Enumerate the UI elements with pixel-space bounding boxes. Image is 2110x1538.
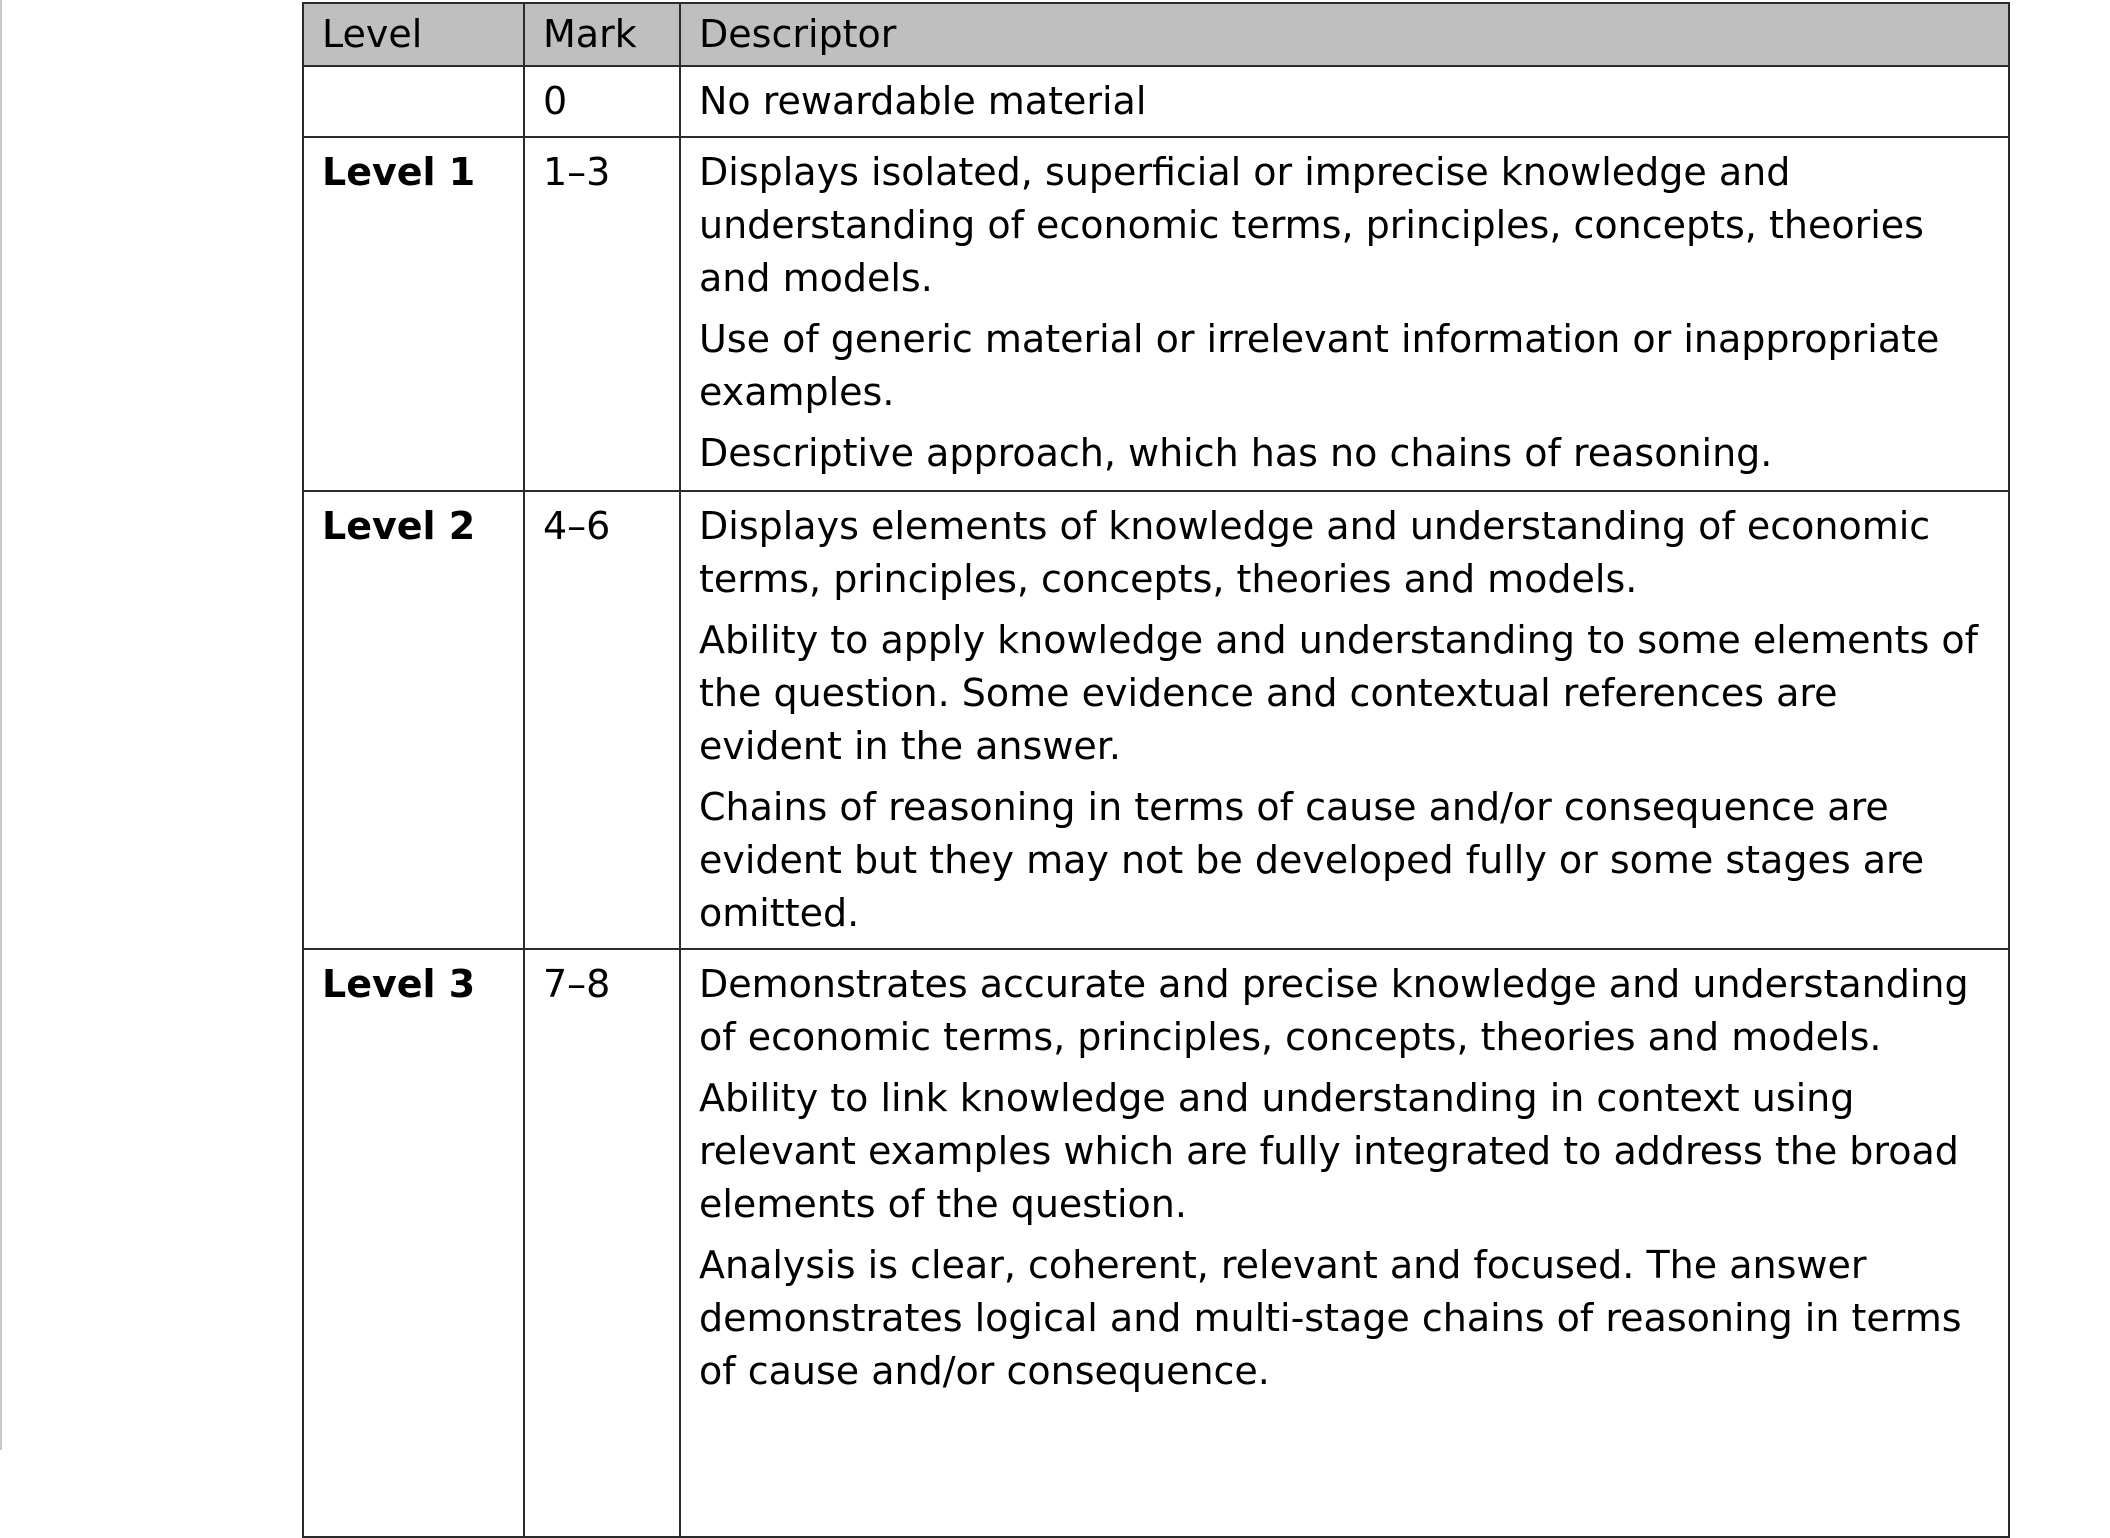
header-descriptor: Descriptor [680, 3, 2009, 66]
level-cell: Level 3 [303, 949, 524, 1537]
levels-mark-scheme-table [302, 2, 2010, 1538]
descriptor-cell [680, 491, 2009, 949]
table-row [303, 66, 2009, 137]
header-mark: Mark [524, 3, 680, 66]
table-row [303, 949, 2009, 1537]
mark-cell: 7–8 [524, 949, 680, 1537]
page-edge [0, 0, 2, 1450]
table-row [303, 137, 2009, 491]
descriptor-text: No rewardable material [699, 79, 1147, 123]
descriptor-text: Chains of reasoning in terms of cause and/or consequence are evident but they may not be developed fully or some stages are omitted. [699, 785, 1925, 935]
mark-cell: 4–6 [524, 491, 680, 949]
descriptor-text: Ability to link knowledge and understanding in context using relevant examples which are fully integrated to address the broad elements of the question. [699, 1076, 1959, 1226]
descriptor-cell [680, 66, 2009, 137]
header-level: Level [303, 3, 524, 66]
mark-cell: 1–3 [524, 137, 680, 491]
descriptor-text: Use of generic material or irrelevant information or inappropriate examples. [699, 317, 1940, 414]
level-cell [303, 66, 524, 137]
descriptor-text: Analysis is clear, coherent, relevant and focused. The answer demonstrates logical and multi-stage chains of reasoning in terms of cause and/or consequence. [699, 1243, 1962, 1393]
descriptor-text: Displays elements of knowledge and understanding of economic terms, principles, concepts, theories and models. [699, 504, 1931, 601]
descriptor-text: Descriptive approach, which has no chains of reasoning. [699, 431, 1773, 475]
table-row [303, 491, 2009, 949]
descriptor-text: Displays isolated, superficial or imprecise knowledge and understanding of economic terms, principles, concepts, theories and models. [699, 150, 1924, 300]
descriptor-cell [680, 137, 2009, 491]
level-cell: Level 1 [303, 137, 524, 491]
descriptor-text: Demonstrates accurate and precise knowledge and understanding of economic terms, principles, concepts, theories and models. [699, 962, 1969, 1059]
mark-cell: 0 [524, 66, 680, 137]
header-row [303, 3, 2009, 66]
descriptor-text: Ability to apply knowledge and understanding to some elements of the question. Some evidence and contextual references are evident in the answer. [699, 618, 1979, 768]
level-cell: Level 2 [303, 491, 524, 949]
descriptor-cell [680, 949, 2009, 1537]
